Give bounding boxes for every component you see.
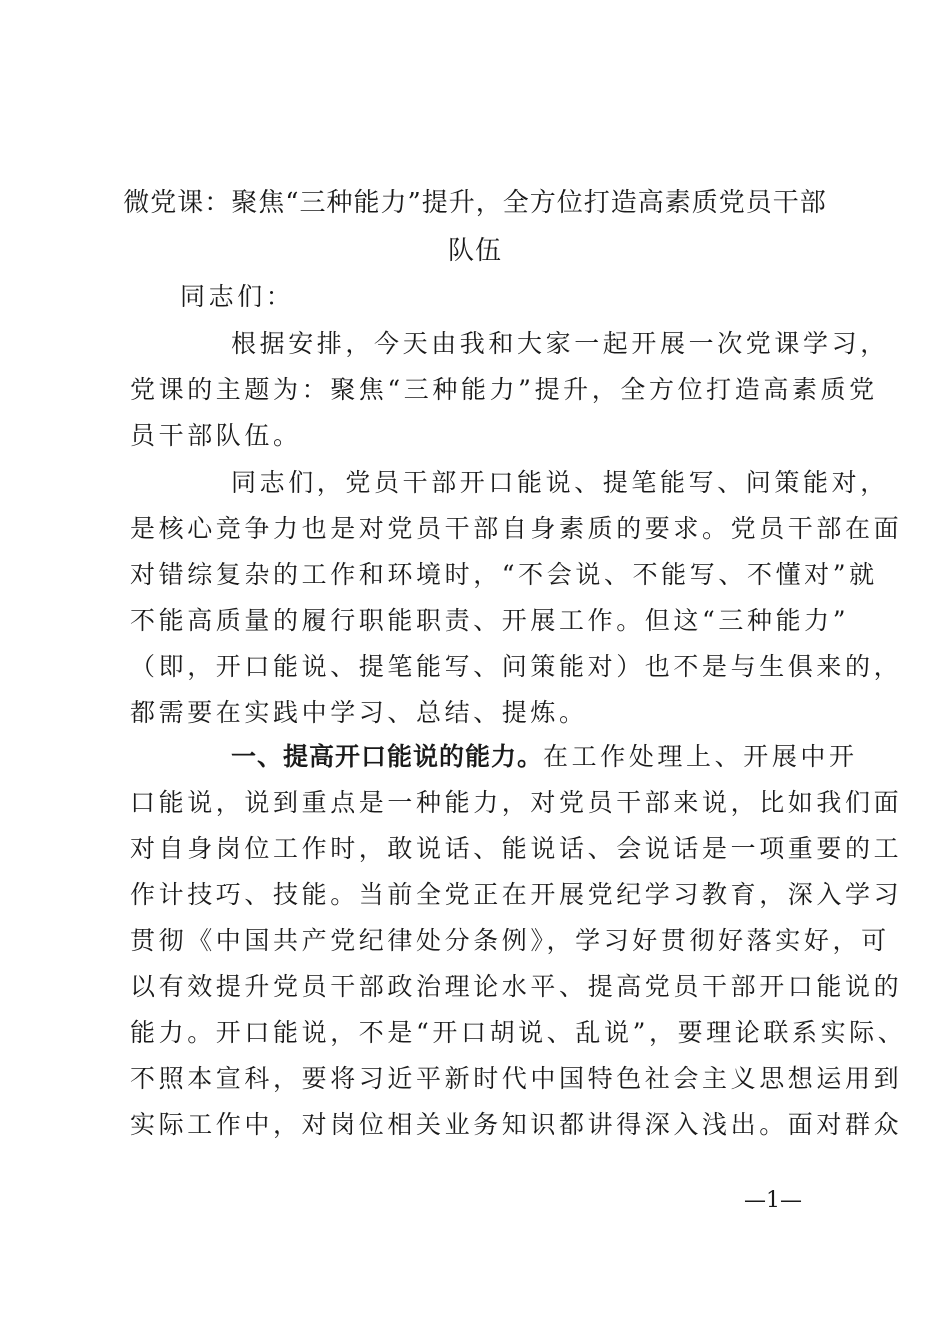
page-number: —1— — [744, 1188, 802, 1213]
paragraph-line: 以有效提升党员干部政治理论水平、提高党员干部开口能说的 — [130, 972, 903, 1001]
paragraph-line: 党课的主题为：聚焦“三种能力”提升，全方位打造高素质党 — [130, 375, 878, 404]
paragraph-line: 贯彻《中国共产党纪律处分条例》，学习好贯彻好落实好，可 — [130, 926, 890, 955]
section-1-first-line-text: 在工作处理上、开展中开 — [543, 742, 858, 771]
paragraph-line: 对错综复杂的工作和环境时，“不会说、不能写、不懂对”就 — [130, 560, 878, 589]
paragraph-line: 实际工作中，对岗位相关业务知识都讲得深入浅出。面对群众 — [130, 1110, 903, 1139]
paragraph-line: 口能说，说到重点是一种能力，对党员干部来说，比如我们面 — [130, 788, 903, 817]
paragraph-line: 根据安排，今天由我和大家一起开展一次党课学习， — [231, 329, 889, 358]
section-1-heading: 一、提高开口能说的能力。 — [231, 742, 544, 771]
paragraph-line: 是核心竞争力也是对党员干部自身素质的要求。党员干部在面 — [130, 514, 903, 543]
paragraph-line: 能力。开口能说，不是“开口胡说、乱说”，要理论联系实际、 — [130, 1018, 907, 1047]
paragraph-line: （即，开口能说、提笔能写、问策能对）也不是与生俱来的， — [130, 652, 903, 681]
paragraph-line: 作计技巧、技能。当前全党正在开展党纪学习教育，深入学习 — [130, 880, 903, 909]
paragraph-line: 都需要在实践中学习、总结、提炼。 — [130, 698, 588, 727]
paragraph-line: 不照本宣科，要将习近平新时代中国特色社会主义思想运用到 — [130, 1064, 903, 1093]
section-1-first-line — [231, 733, 858, 781]
paragraph-line: 同志们，党员干部开口能说、提笔能写、问策能对， — [231, 468, 889, 497]
paragraph-line: 员干部队伍。 — [130, 421, 302, 450]
paragraph-line: 对自身岗位工作时，敢说话、能说话、会说话是一项重要的工 — [130, 834, 903, 863]
document-title-line-2: 队伍 — [447, 236, 502, 266]
salutation: 同志们： — [180, 282, 295, 311]
paragraph-line: 不能高质量的履行职能职责、开展工作。但这“三种能力” — [130, 606, 850, 635]
document-title-line-1: 微党课：聚焦“三种能力”提升，全方位打造高素质党员干部 — [123, 188, 827, 218]
